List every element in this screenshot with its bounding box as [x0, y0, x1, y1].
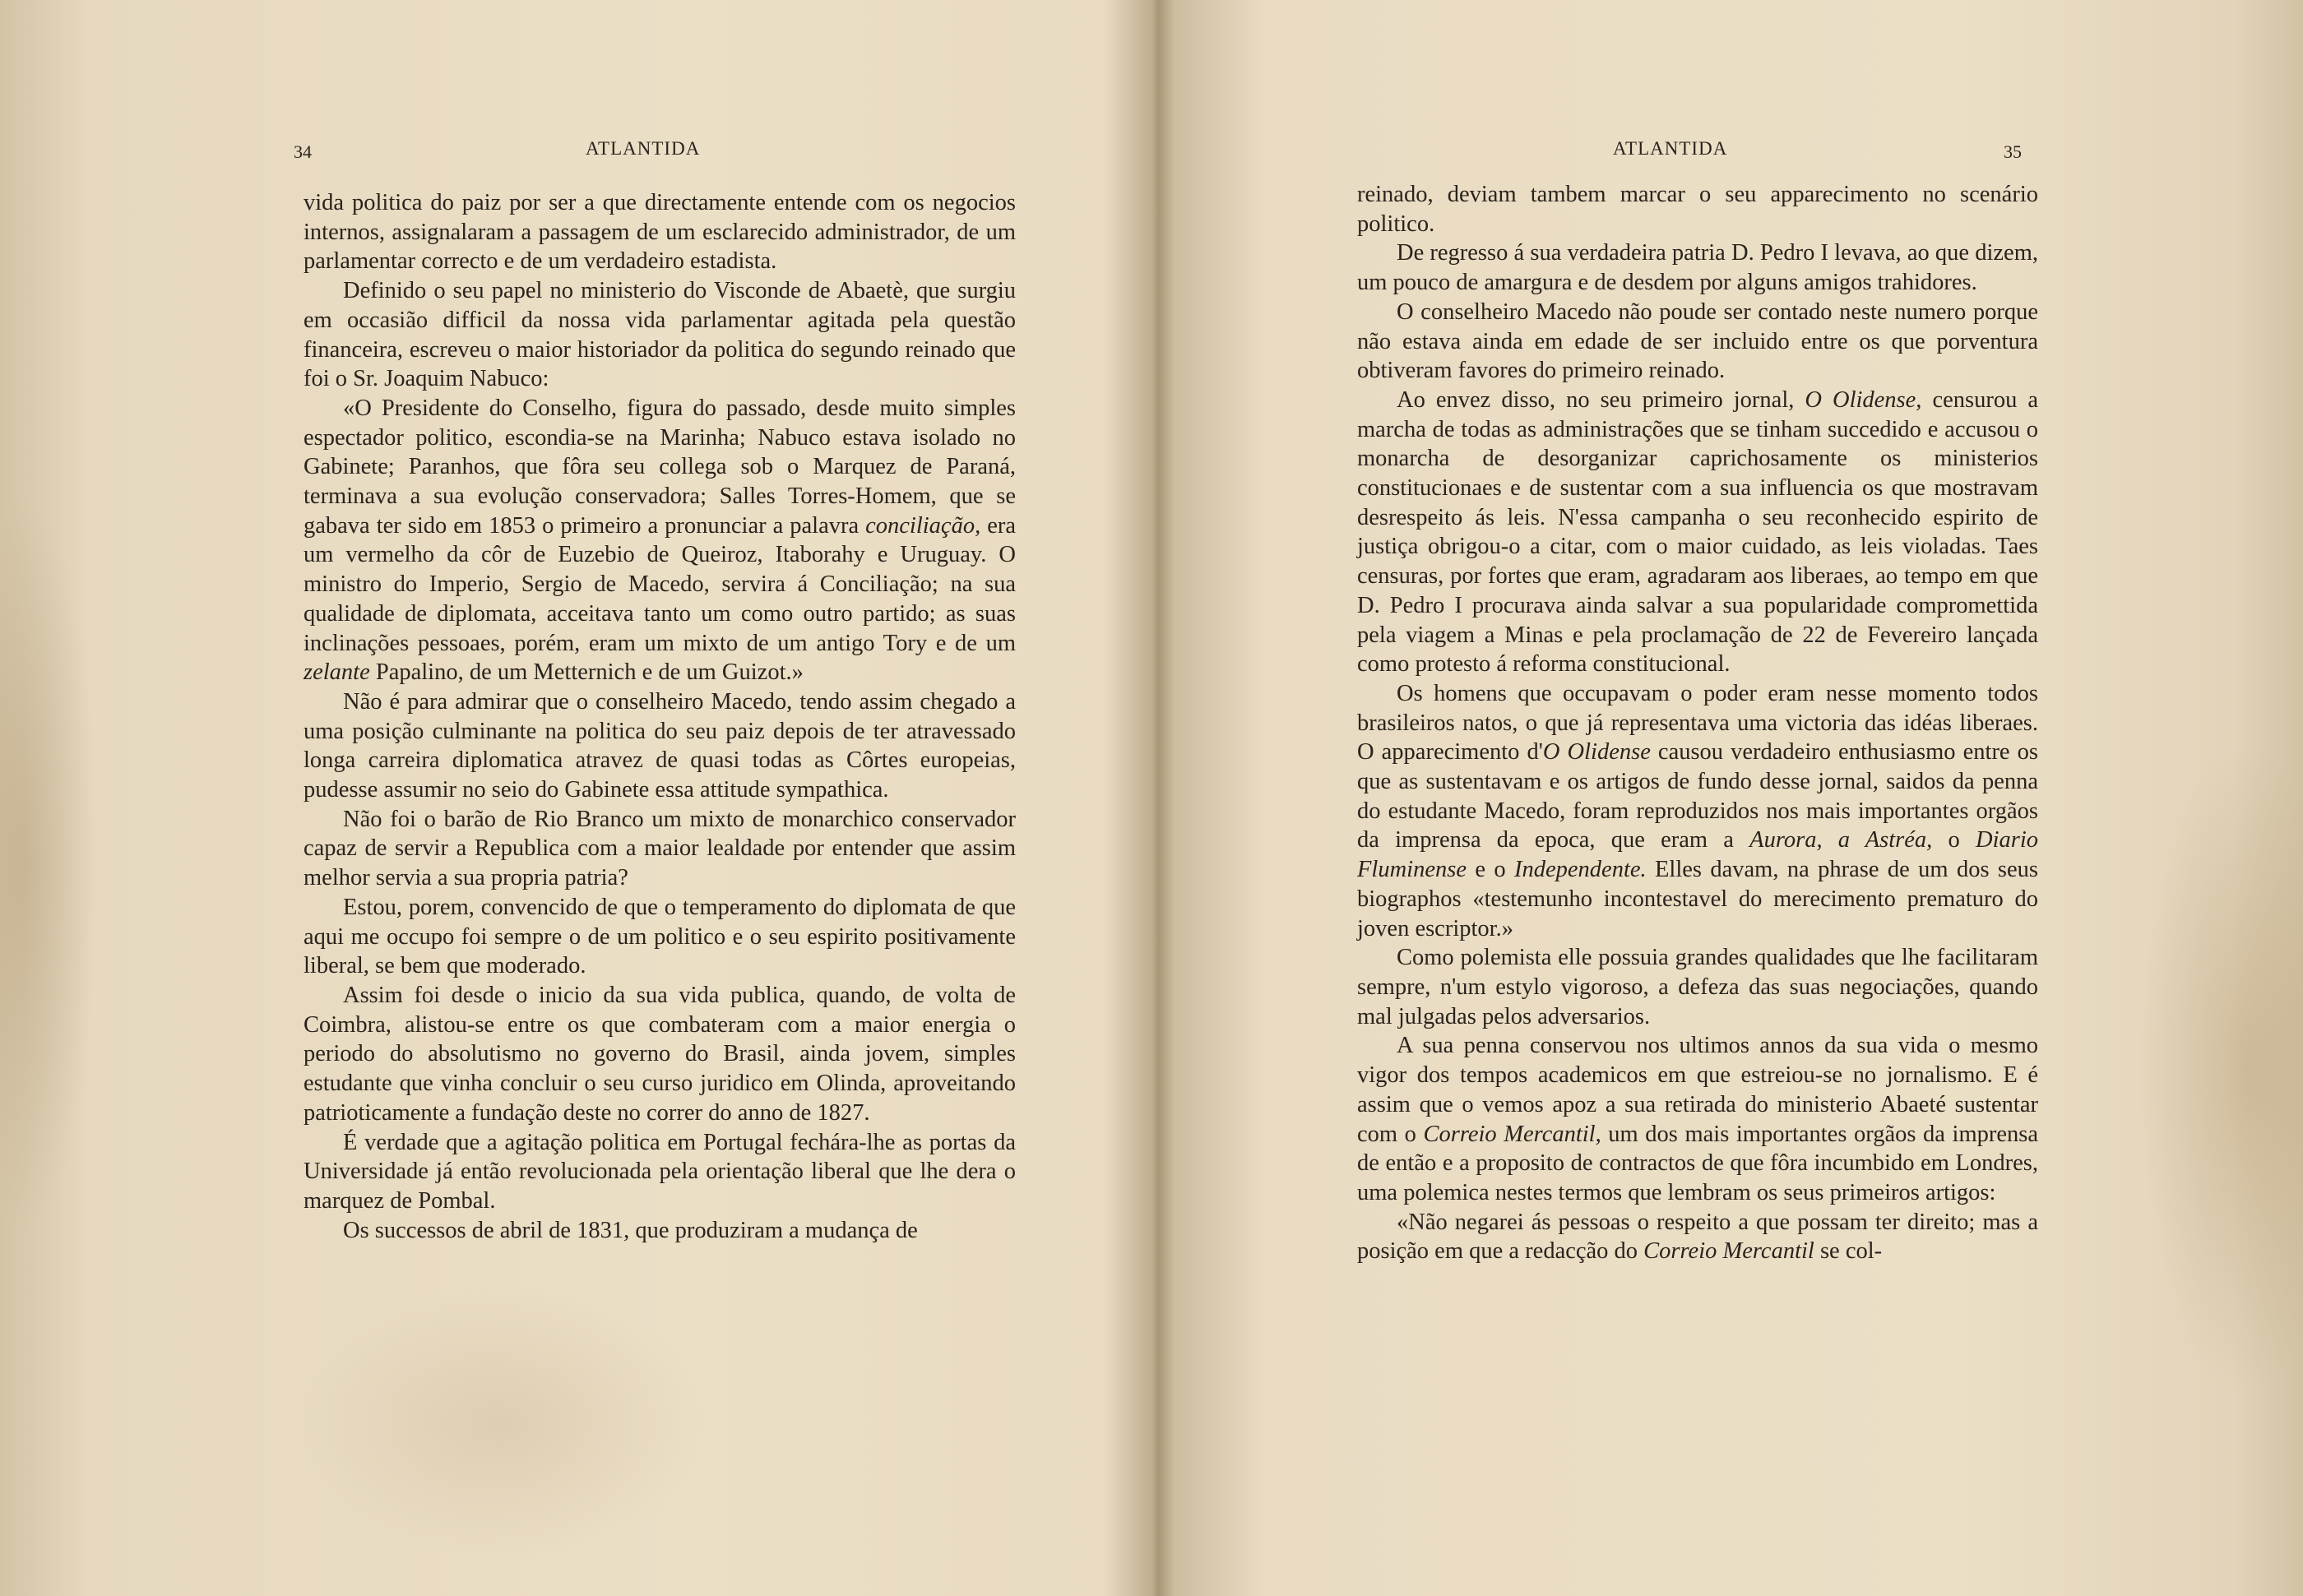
paragraph — [1357, 1031, 2038, 1207]
paragraph — [1357, 386, 2038, 679]
text-run: era um vermelho da côr de Euzebio de Queiroz, Itaborahy e Uruguay. O ministro do Imperio, Sergio de Macedo, servira á Conciliação; na sua qualidade de diplomata, acceitava tanto um como outro partido; as suas inclinações pessoaes, porém, eram um mixto de um antigo Tory e de um — [304, 512, 1016, 656]
text-run: vida politica do paiz por ser a que directamente entende com os negocios internos, assignalaram a passagem de um esclarecido administrador, de um parlamentar correcto e de um verdadeiro estadista. — [304, 190, 1016, 275]
italic-text: Diario Fluminense — [1357, 827, 2038, 883]
italic-text: Independente. — [1514, 857, 1647, 883]
paragraph — [1357, 238, 2038, 297]
page-number: 34 — [294, 141, 312, 162]
italic-text: Aurora, a Astréa, — [1749, 827, 1933, 854]
text-run: Assim foi desde o inicio da sua vida publica, quando, de volta de Coimbra, alistou-se entre os que combateram com a maior energia o periodo do absolutismo no governo do Brasil, ainda jovem, simples estudante que vinha concluir o seu curso juridico em Olinda, aproveitando patrioticamente a fundação deste no correr do anno de 1827. — [304, 982, 1016, 1126]
text-run: Os successos de abril de 1831, que produziram a mudança de — [343, 1217, 918, 1243]
paragraph — [1357, 1208, 2038, 1266]
paragraph — [304, 188, 1016, 276]
text-run: Definido o seu papel no ministerio do Visconde de Abaetè, que surgiu em occasião difficil da nossa vida parlamentar agitada pela questão financeira, escreveu o maior historiador da politica do segundo reinado que foi o Sr. Joaquim Nabuco: — [304, 278, 1016, 392]
text-run: É verdade que a agitação politica em Portugal fechára-lhe as portas da Universidade já então revolucionada pela orientação liberal que lhe dera o marquez de Pombal. — [304, 1129, 1016, 1214]
paragraph — [304, 394, 1016, 687]
italic-text: Correio Mercantil — [1643, 1238, 1814, 1265]
text-run: um dos mais importantes orgãos da imprensa de então e a proposito de contractos de que fôra incumbido em Londres, uma polemica nestes termos que lembram os seus primeiros artigos: — [1357, 1121, 2038, 1205]
running-head: ATLANTIDA — [1613, 138, 1728, 159]
paragraph — [1357, 943, 2038, 1031]
text-run: e o — [1466, 857, 1514, 883]
italic-text: conciliação, — [865, 512, 981, 539]
text-run: Como polemista elle possuia grandes qualidades que lhe facilitaram sempre, n'um estylo vigoroso, a defeza das suas negociações, quando mal julgadas pelos adversarios. — [1357, 945, 2038, 1029]
italic-text: O Olidense — [1542, 739, 1651, 766]
text-run: o — [1932, 827, 1976, 854]
text-run: se col- — [1814, 1238, 1883, 1265]
page-number: 35 — [2004, 141, 2022, 162]
text-run: «O Presidente do Conselho, figura do passado, desde muito simples espectador politico, escondia-se na Marinha; Nabuco estava isolado no Gabinete; Paranhos, que fôra seu collega sob o Marquez de Paraná, terminava a sua evolução conservadora; Salles Torres-Homem, que se gabava ter sido em 1853 o primeiro a pronunciar a palavra — [304, 395, 1016, 539]
paragraph — [304, 1128, 1016, 1216]
page-body — [1357, 180, 2038, 1266]
italic-text: O Olidense, — [1805, 386, 1922, 413]
text-run: Não é para admirar que o conselheiro Macedo, tendo assim chegado a uma posição culminante na politica do seu paiz depois de ter atravessado longa carreira diplomatica atravez de quasi todas as Côrtes europeias, pudesse assumir no seio do Gabinete essa attitude sympathica. — [304, 688, 1016, 803]
text-run: Papalino, de um Metternich e de um Guizot.» — [369, 659, 804, 686]
paragraph — [304, 276, 1016, 394]
text-run: reinado, deviam tambem marcar o seu apparecimento no scenário politico. — [1357, 182, 2038, 237]
text-run: A sua penna conservou nos ultimos annos da sua vida o mesmo vigor dos tempos academicos em que estreiou-se no jornalismo. E é assim que o vemos apoz a sua retirada do ministerio Abaeté sustentar com o — [1357, 1033, 2038, 1147]
text-run: Os homens que occupavam o poder eram nesse momento todos brasileiros natos, o que já representava uma victoria das idéas liberaes. O apparecimento d' — [1357, 680, 2038, 766]
paragraph — [1357, 298, 2038, 386]
paragraph — [1357, 180, 2038, 238]
text-run: Elles davam, na phrase de um dos seus biographos «testemunho incontestavel do merecimento prematuro do joven escriptor.» — [1357, 857, 2038, 941]
text-run: De regresso á sua verdadeira patria D. Pedro I levava, ao que dizem, um pouco de amargura e de desdem por alguns amigos trahidores. — [1357, 240, 2038, 296]
text-run: Ao envez disso, no seu primeiro jornal, — [1397, 386, 1805, 413]
italic-text: Correio Mercantil, — [1423, 1121, 1601, 1147]
text-run: O conselheiro Macedo não poude ser contado neste numero porque não estava ainda em edade de ser incluido entre os que porventura obtiveram favores do primeiro reinado. — [1357, 298, 2038, 384]
paragraph — [304, 687, 1016, 805]
running-head: ATLANTIDA — [586, 138, 701, 159]
paragraph — [1357, 679, 2038, 943]
paragraph — [304, 1216, 1016, 1246]
text-run: causou verdadeiro enthusiasmo entre os que as sustentavam e os artigos de fundo desse jornal, saidos da penna do estudante Macedo, foram reproduzidos nos mais importantes orgãos da imprensa da epoca, que eram a — [1357, 739, 2038, 854]
paragraph — [304, 893, 1016, 981]
right-page — [1160, 0, 2303, 1596]
page-body — [304, 188, 1016, 1245]
paragraph — [304, 805, 1016, 893]
italic-text: zelante — [304, 659, 370, 686]
text-run: Não foi o barão de Rio Branco um mixto de monarchico conservador capaz de servir a Republica com a maior lealdade por entender que assim melhor servia a sua propria patria? — [304, 806, 1016, 891]
paragraph — [304, 981, 1016, 1128]
text-run: Estou, porem, convencido de que o temperamento do diplomata de que aqui me occupo foi sempre o de um politico e o seu espirito positivamente liberal, se bem que moderado. — [304, 894, 1016, 979]
text-run: «Não negarei ás pessoas o respeito a que possam ter direito; mas a posição em que a redacção do — [1357, 1209, 2038, 1265]
text-run: censurou a marcha de todas as administrações que se tinham succedido e accusou o monarcha de desorganizar caprichosamente os ministerios constitucionaes e de sustentar com a sua influencia os que mostravam desrespeito ás leis. N'essa campanha o seu reconhecido espirito de justiça obrigou-o a citar, com o maior cuidado, as leis violadas. Taes censuras, por fortes que eram, agradaram aos liberaes, ao tempo em que D. Pedro I procurava ainda salvar a sua popularidade compromettida pela viagem a Minas e pela proclamação de 22 de Fevereiro lançada como protesto á reforma constitucional. — [1357, 386, 2039, 678]
